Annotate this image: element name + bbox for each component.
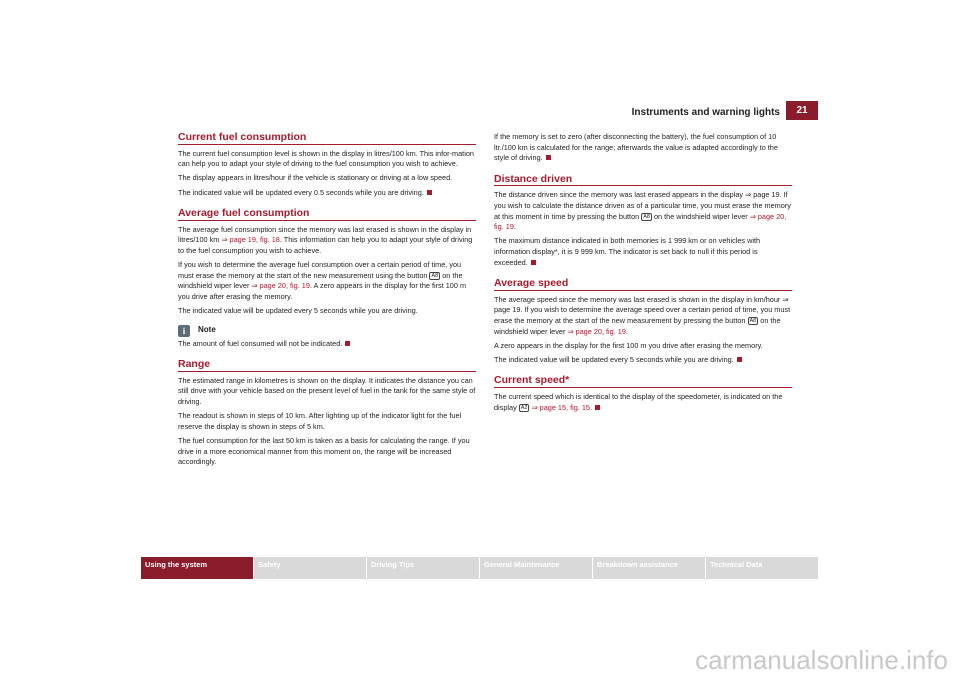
paragraph [494,392,792,413]
page-link[interactable]: ⇒ page 19, fig. 18 [221,235,280,245]
paragraph [494,190,792,232]
paragraph-text: The average fuel consumption since the memory was last erased is shown in the display in litres/100 km [178,224,472,245]
paragraph-text: . [625,326,628,336]
note-title: Note [198,325,216,335]
note-text [178,339,476,350]
paragraph: The estimated range in kilometres is shown on the display. It indicates the distance you can still drive with your vehicle based on the present level of fuel in the tank for the same style of driving. [178,375,476,407]
paragraph-text: The amount of fuel consumed will not be indicated. [178,338,343,348]
page-link[interactable]: ⇒ page 20, fig. 19 [251,281,310,291]
reset-button-key-icon: A8 [749,317,757,324]
section-title-current-fuel-consumption: Current fuel consumption [178,132,476,145]
end-marker-icon [531,260,536,265]
tab-general-maintenance[interactable]: General Maintenance [480,557,592,579]
header-title: Instruments and warning lights [631,107,780,118]
paragraph-text: The average speed since the memory was last erased is shown in the display in km/hour ⇒ page 19. If you wish to determine the average speed over a certain period of time, you must erase the memory at the start of the new measurement by pressing the button [494,294,791,325]
paragraph: A zero appears in the display for the first 100 m you drive after erasing the memory. [494,340,763,350]
paragraph-text: If you wish to determine the average fuel consumption over a certain period of time, you must erase the memory at the start of the new measurement using the button [178,260,462,280]
section-title-average-speed: Average speed [494,278,792,291]
left-column [178,132,476,471]
right-column [494,132,792,417]
section-title-distance-driven: Distance driven [494,174,792,187]
paragraph: The current fuel consumption level is shown in the display in litres/100 km. This infor-mation can help you to adapt your style of driving to the fuel consumption you wish to achieve. [178,148,474,169]
paragraph-text: The maximum distance indicated in both memories is 1 999 km or on vehicles with information display*, it is 9 999 km. The indicator is set back to null if this period is exceeded. [494,236,761,267]
tab-driving-tips[interactable]: Driving Tips [367,557,479,579]
footer-nav [141,557,818,579]
paragraph [494,236,792,268]
paragraph-text: . A zero appears in the display for the first 100 m you drive after erasing the memory. [178,281,467,301]
end-marker-icon [595,405,600,410]
paragraph-text: . [513,222,516,232]
tab-safety[interactable]: Safety [254,557,366,579]
tab-using-the-system[interactable]: Using the system [141,557,253,579]
page-link[interactable]: ⇒ page 20, fig. 19 [494,211,787,232]
paragraph [178,225,476,257]
end-marker-icon [345,341,350,346]
section-title-average-fuel-consumption: Average fuel consumption [178,208,476,221]
page-link[interactable]: ⇒ page 20, fig. 19 [567,326,626,336]
section-title-current-speed: Current speed* [494,375,792,388]
page-link[interactable]: ⇒ page 15, fig. 15 [529,402,590,412]
paragraph-text: The current speed which is identical to the display of the speedometer, is indicated on the display [494,392,783,412]
reset-button-key-icon: A8 [431,272,439,279]
reset-button-key-icon: A8 [643,213,650,220]
paragraph-text: . This information can help you to adapt your style of driving to the fuel consumption you wish to achieve. [178,235,473,255]
end-marker-icon [427,190,432,195]
paragraph-text: The distance driven since the memory was last erased appears in the display ⇒ page 19. If you wish to calculate the distance driven as of a particular time, you must erase the memory at this moment in time by pressing the button [494,190,791,221]
paragraph: The display appears in litres/hour if the vehicle is stationary or driving at a low speed. [178,173,453,183]
paragraph-text: The indicated value will be updated every 0.5 seconds while you are driving. [178,187,424,197]
paragraph: The readout is shown in steps of 10 km. After lighting up of the indicator light for the fuel reserve the display is shown in steps of 5 km. [178,411,462,431]
watermark: carmanualsonline.info [695,645,948,675]
paragraph-text: The indicated value will be updated every 5 seconds while you are driving. [494,354,734,364]
paragraph-text: on the windshield wiper lever [651,211,750,221]
info-icon: i [178,325,190,337]
tab-technical-data[interactable]: Technical Data [706,557,818,579]
paragraph [178,260,476,302]
paragraph [494,295,792,337]
end-marker-icon [737,357,742,362]
display-key-icon: A2 [520,404,528,411]
paragraph [494,355,792,366]
note-header [178,325,476,337]
paragraph-text: . [589,402,592,412]
paragraph: The fuel consumption for the last 50 km is taken as a basis for calculating the range. If you drive in a more economical manner from this moment on, the range will be increased accordingly. [178,436,470,467]
end-marker-icon [546,155,551,160]
section-title-range: Range [178,359,476,372]
paragraph: The indicated value will be updated every 5 seconds while you are driving. [178,306,418,316]
paragraph [494,132,792,164]
paragraph-text: If the memory is set to zero (after disconnecting the battery), the fuel consumption of 10 ltr./100 km is calculated for the range; afterwards the value is adapted accordingly to the style of driving. [494,132,778,163]
page-number: 21 [786,101,818,120]
paragraph-text: on the windshield wiper lever [494,315,781,336]
tab-breakdown-assistance[interactable]: Breakdown assistance [593,557,705,579]
paragraph-text: on the windshield wiper lever [178,270,463,291]
paragraph [178,188,476,199]
